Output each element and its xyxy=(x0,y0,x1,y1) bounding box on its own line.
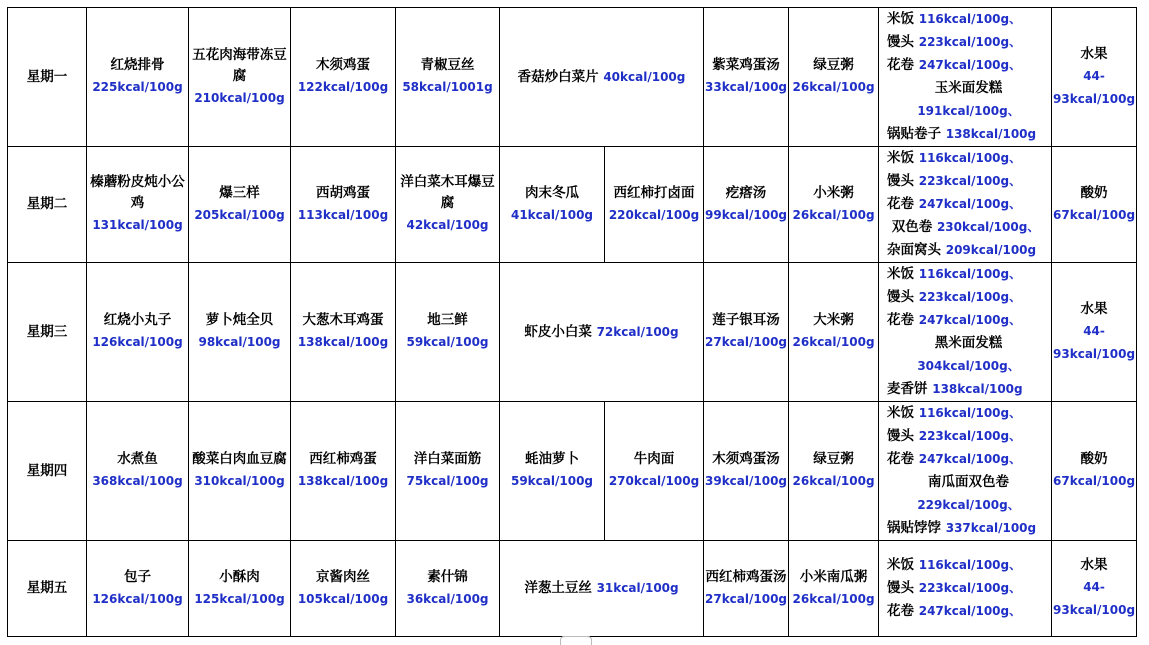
dish-kcal: 205kcal/100g xyxy=(194,207,285,222)
dish-kcal: 26kcal/100g xyxy=(792,591,875,606)
staple-cell xyxy=(879,8,1052,147)
dish-cell xyxy=(87,147,189,263)
staple-cell xyxy=(879,541,1052,637)
dish-kcal: 220kcal/100g xyxy=(608,207,700,222)
dish-name: 肉末冬瓜 xyxy=(525,184,579,201)
dish-kcal: 31kcal/100g xyxy=(596,581,679,595)
staple-item: 杂面窝头 209kcal/100g xyxy=(887,242,1037,258)
dish-name: 西红柿鸡蛋 xyxy=(309,451,377,467)
extra-name: 酸奶 xyxy=(1080,184,1108,201)
extra-kcal: 67kcal/100g xyxy=(1053,207,1136,222)
noodle-cell xyxy=(605,402,704,541)
dish-name: 绿豆粥 xyxy=(813,451,854,467)
dish-cell xyxy=(189,8,291,147)
dish-kcal: 27kcal/100g xyxy=(705,591,788,606)
dish-kcal: 138kcal/100g xyxy=(297,474,389,488)
dish-cell xyxy=(396,147,500,263)
dish-cell xyxy=(291,402,396,541)
dish-cell xyxy=(500,263,704,402)
dish-name: 包子 xyxy=(124,568,151,585)
dish-kcal: 59kcal/100g xyxy=(406,335,489,349)
day-label: 星期三 xyxy=(8,263,87,402)
dish-cell xyxy=(396,8,500,147)
dish-name: 虾皮小白菜 xyxy=(524,323,592,340)
staple-cell xyxy=(879,402,1052,541)
dish-name: 香菇炒白菜片 xyxy=(517,68,599,85)
staple-item: 馒头 223kcal/100g、 xyxy=(887,289,1022,305)
table-row xyxy=(8,541,1137,637)
dish-kcal: 27kcal/100g xyxy=(705,335,788,349)
soup-cell xyxy=(704,147,789,263)
staple-item: 南瓜面双色卷 229kcal/100g、 xyxy=(917,474,1020,512)
dish-cell xyxy=(87,8,189,147)
dish-cell xyxy=(189,541,291,637)
extra-kcal: 44-93kcal/100g xyxy=(1053,323,1136,361)
dish-cell xyxy=(396,402,500,541)
extra-cell xyxy=(1052,541,1137,637)
dish-kcal: 270kcal/100g xyxy=(608,474,700,488)
staple-item: 米饭 116kcal/100g、 xyxy=(887,11,1022,27)
dish-kcal: 138kcal/100g xyxy=(297,335,389,349)
dish-name: 紫菜鸡蛋汤 xyxy=(712,57,780,73)
staple-item: 米饭 116kcal/100g、 xyxy=(887,405,1022,421)
staple-cell xyxy=(879,263,1052,402)
table-row xyxy=(8,263,1137,402)
dish-name: 蚝油萝卜 xyxy=(525,451,579,467)
dish-name: 五花肉海带冻豆腐 xyxy=(192,46,287,84)
dish-name: 红烧排骨 xyxy=(110,57,165,73)
dish-name: 西红柿鸡蛋汤 xyxy=(705,568,787,585)
staple-item: 馒头 223kcal/100g、 xyxy=(887,34,1022,50)
dish-kcal: 225kcal/100g xyxy=(92,80,183,94)
dish-cell xyxy=(291,263,396,402)
dish-kcal: 75kcal/100g xyxy=(406,474,489,488)
extra-cell xyxy=(1052,402,1137,541)
dish-kcal: 105kcal/100g xyxy=(297,591,389,606)
dish-kcal: 310kcal/100g xyxy=(194,474,285,488)
extra-name: 酸奶 xyxy=(1080,451,1108,467)
table-row xyxy=(8,8,1137,147)
day-label: 星期五 xyxy=(8,541,87,637)
dish-name: 水煮鱼 xyxy=(117,451,158,467)
dish-name: 地三鲜 xyxy=(427,312,468,328)
dish-name: 西红柿打卤面 xyxy=(613,184,695,201)
extra-name: 水果 xyxy=(1080,45,1108,62)
staple-item: 花卷 247kcal/100g、 xyxy=(887,196,1022,212)
dish-kcal: 368kcal/100g xyxy=(92,474,183,488)
day-label: 星期四 xyxy=(8,402,87,541)
staple-item: 米饭 116kcal/100g、 xyxy=(887,557,1022,573)
soup-cell xyxy=(704,263,789,402)
dish-name: 绿豆粥 xyxy=(813,57,854,73)
dish-name: 大葱木耳鸡蛋 xyxy=(302,312,384,328)
dish-kcal: 26kcal/100g xyxy=(792,335,875,349)
dish-kcal: 122kcal/100g xyxy=(297,80,389,94)
extra-cell xyxy=(1052,8,1137,147)
dish-kcal: 36kcal/100g xyxy=(406,591,489,606)
table-row xyxy=(8,147,1137,263)
staple-item: 馒头 223kcal/100g、 xyxy=(887,580,1022,596)
dish-cell xyxy=(87,541,189,637)
dish-name: 洋葱土豆丝 xyxy=(524,580,592,596)
staple-item: 馒头 223kcal/100g、 xyxy=(887,428,1022,444)
staple-item: 黑米面发糕 304kcal/100g、 xyxy=(917,335,1020,373)
dish-name: 莲子银耳汤 xyxy=(712,312,780,328)
dish-kcal: 72kcal/100g xyxy=(596,324,679,339)
dish-kcal: 42kcal/100g xyxy=(406,218,489,232)
staple-item: 米饭 116kcal/100g、 xyxy=(887,150,1022,166)
dish-kcal: 26kcal/100g xyxy=(792,474,875,488)
extra-name: 水果 xyxy=(1080,300,1108,317)
dish-kcal: 99kcal/100g xyxy=(705,207,788,222)
porridge-cell xyxy=(789,402,879,541)
dish-kcal: 58kcal/1001g xyxy=(402,80,493,94)
dish-kcal: 26kcal/100g xyxy=(792,207,875,222)
dish-name: 木须鸡蛋汤 xyxy=(712,451,780,467)
porridge-cell xyxy=(789,147,879,263)
dish-kcal: 210kcal/100g xyxy=(194,90,285,105)
dish-kcal: 26kcal/100g xyxy=(792,80,875,94)
staple-item: 玉米面发糕 191kcal/100g、 xyxy=(917,80,1020,118)
extra-cell xyxy=(1052,147,1137,263)
dish-kcal: 125kcal/100g xyxy=(194,591,285,606)
noodle-cell xyxy=(605,147,704,263)
dish-kcal: 113kcal/100g xyxy=(297,207,389,222)
staple-item: 馒头 223kcal/100g、 xyxy=(887,173,1022,189)
dish-cell xyxy=(396,263,500,402)
staple-item: 锅贴饽饽 337kcal/100g xyxy=(887,520,1037,536)
extra-kcal: 44-93kcal/100g xyxy=(1053,580,1136,617)
day-label: 星期二 xyxy=(8,147,87,263)
dish-name: 京酱肉丝 xyxy=(316,568,370,585)
dish-kcal: 41kcal/100g xyxy=(510,207,594,222)
dish-name: 洋白菜面筋 xyxy=(413,451,482,467)
dish-name: 疙瘩汤 xyxy=(725,184,767,201)
dish-cell xyxy=(291,541,396,637)
dish-name: 青椒豆丝 xyxy=(420,57,475,73)
extra-name: 水果 xyxy=(1080,557,1108,573)
dish-name: 爆三样 xyxy=(219,184,260,201)
dish-kcal: 59kcal/100g xyxy=(510,474,594,488)
soup-cell xyxy=(704,541,789,637)
dish-name: 萝卜炖全贝 xyxy=(205,312,274,328)
dish-cell xyxy=(87,263,189,402)
porridge-cell xyxy=(789,541,879,637)
dish-cell xyxy=(500,402,605,541)
dish-cell xyxy=(396,541,500,637)
dish-name: 洋白菜木耳爆豆腐 xyxy=(400,174,495,211)
dish-name: 素什锦 xyxy=(427,568,468,585)
dish-cell xyxy=(500,541,704,637)
soup-cell xyxy=(704,8,789,147)
dish-cell xyxy=(87,402,189,541)
dish-name: 西胡鸡蛋 xyxy=(316,184,370,201)
table-row xyxy=(8,402,1137,541)
dish-name: 酸菜白肉血豆腐 xyxy=(192,451,287,467)
extra-kcal: 67kcal/100g xyxy=(1053,474,1136,488)
dish-name: 木须鸡蛋 xyxy=(316,57,370,73)
dish-cell xyxy=(189,263,291,402)
dish-cell xyxy=(291,147,396,263)
dish-name: 小酥肉 xyxy=(219,568,260,585)
dish-name: 榛蘑粉皮炖小公鸡 xyxy=(90,174,185,211)
staple-item: 麦香饼 138kcal/100g xyxy=(887,381,1023,397)
staple-item: 花卷 247kcal/100g、 xyxy=(887,57,1022,73)
porridge-cell xyxy=(789,8,879,147)
dish-cell xyxy=(291,8,396,147)
dish-kcal: 131kcal/100g xyxy=(92,218,183,232)
dish-name: 小米粥 xyxy=(813,184,854,201)
extra-kcal: 44-93kcal/100g xyxy=(1053,68,1136,106)
dish-cell xyxy=(500,8,704,147)
dish-cell xyxy=(189,402,291,541)
dish-kcal: 126kcal/100g xyxy=(92,591,183,606)
dish-kcal: 33kcal/100g xyxy=(705,80,788,94)
staple-item: 双色卷 230kcal/100g、 xyxy=(891,219,1040,235)
dish-kcal: 126kcal/100g xyxy=(92,335,183,349)
day-label: 星期一 xyxy=(8,8,87,147)
staple-item: 花卷 247kcal/100g、 xyxy=(887,312,1022,328)
dish-cell xyxy=(500,147,605,263)
dish-name: 牛肉面 xyxy=(633,451,675,467)
dish-name: 小米南瓜粥 xyxy=(799,568,868,585)
dish-kcal: 98kcal/100g xyxy=(198,335,281,349)
staple-item: 米饭 116kcal/100g、 xyxy=(887,266,1022,282)
staple-item: 花卷 247kcal/100g、 xyxy=(887,603,1022,619)
dish-cell xyxy=(189,147,291,263)
staple-item: 花卷 247kcal/100g、 xyxy=(887,451,1022,467)
porridge-cell xyxy=(789,263,879,402)
extra-cell xyxy=(1052,263,1137,402)
weekly-menu-table xyxy=(7,7,1137,637)
staple-cell xyxy=(879,147,1052,263)
staple-item: 锅贴卷子 138kcal/100g xyxy=(887,126,1037,142)
soup-cell xyxy=(704,402,789,541)
dish-kcal: 40kcal/100g xyxy=(603,69,686,84)
dish-kcal: 39kcal/100g xyxy=(705,474,788,488)
dish-name: 大米粥 xyxy=(813,312,854,328)
dish-name: 红烧小丸子 xyxy=(103,312,172,328)
